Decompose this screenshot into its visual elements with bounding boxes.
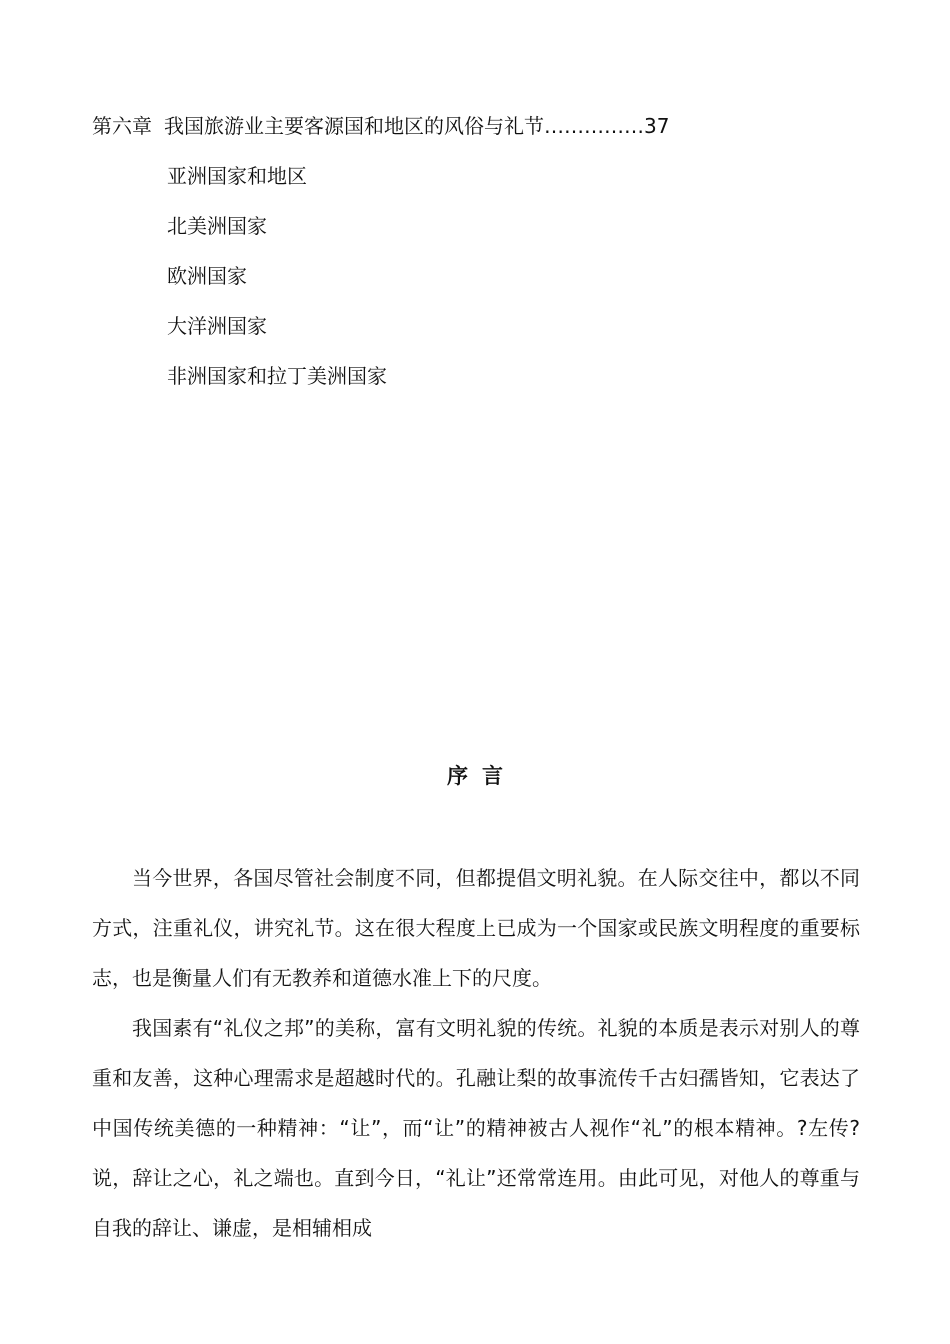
preface-paragraph: 我国素有“礼仪之邦”的美称，富有文明礼貌的传统。礼貌的本质是表示对别人的尊重和友善，这种心理需求是超越时代的。孔融让梨的故事流传千古妇孺皆知，它表达了中国传统美德的一种精神：“让”，而“让”的精神被古人视作“礼”的根本精神。?左传?说，辞让之心，礼之端也。直到今日，“礼让”还常常连用。由此可见，对他人的尊重与自我的辞让、谦虚，是相辅相成	[92, 1016, 860, 1240]
toc-subsection: 北美洲国家	[167, 214, 267, 238]
toc-subsection: 非洲国家和拉丁美洲国家	[167, 364, 387, 388]
toc-chapter-title: 我国旅游业主要客源国和地区的风俗与礼节	[164, 114, 544, 138]
toc-dot-leader: ……………	[544, 114, 644, 138]
preface-body	[92, 853, 860, 1253]
toc-subsection-list	[167, 162, 387, 412]
toc-chapter-entry	[92, 112, 669, 140]
toc-subsection: 欧洲国家	[167, 264, 247, 288]
toc-subsection: 亚洲国家和地区	[167, 164, 307, 188]
toc-page-number: 37	[644, 114, 670, 138]
toc-subsection: 大洋洲国家	[167, 314, 267, 338]
toc-chapter-number: 第六章	[92, 114, 152, 138]
preface-title: 序言	[447, 764, 517, 788]
preface-paragraph: 当今世界，各国尽管社会制度不同，但都提倡文明礼貌。在人际交往中，都以不同方式，注重礼仪，讲究礼节。这在很大程度上已成为一个国家或民族文明程度的重要标志，也是衡量人们有无教养和道德水准上下的尺度。	[92, 866, 860, 990]
